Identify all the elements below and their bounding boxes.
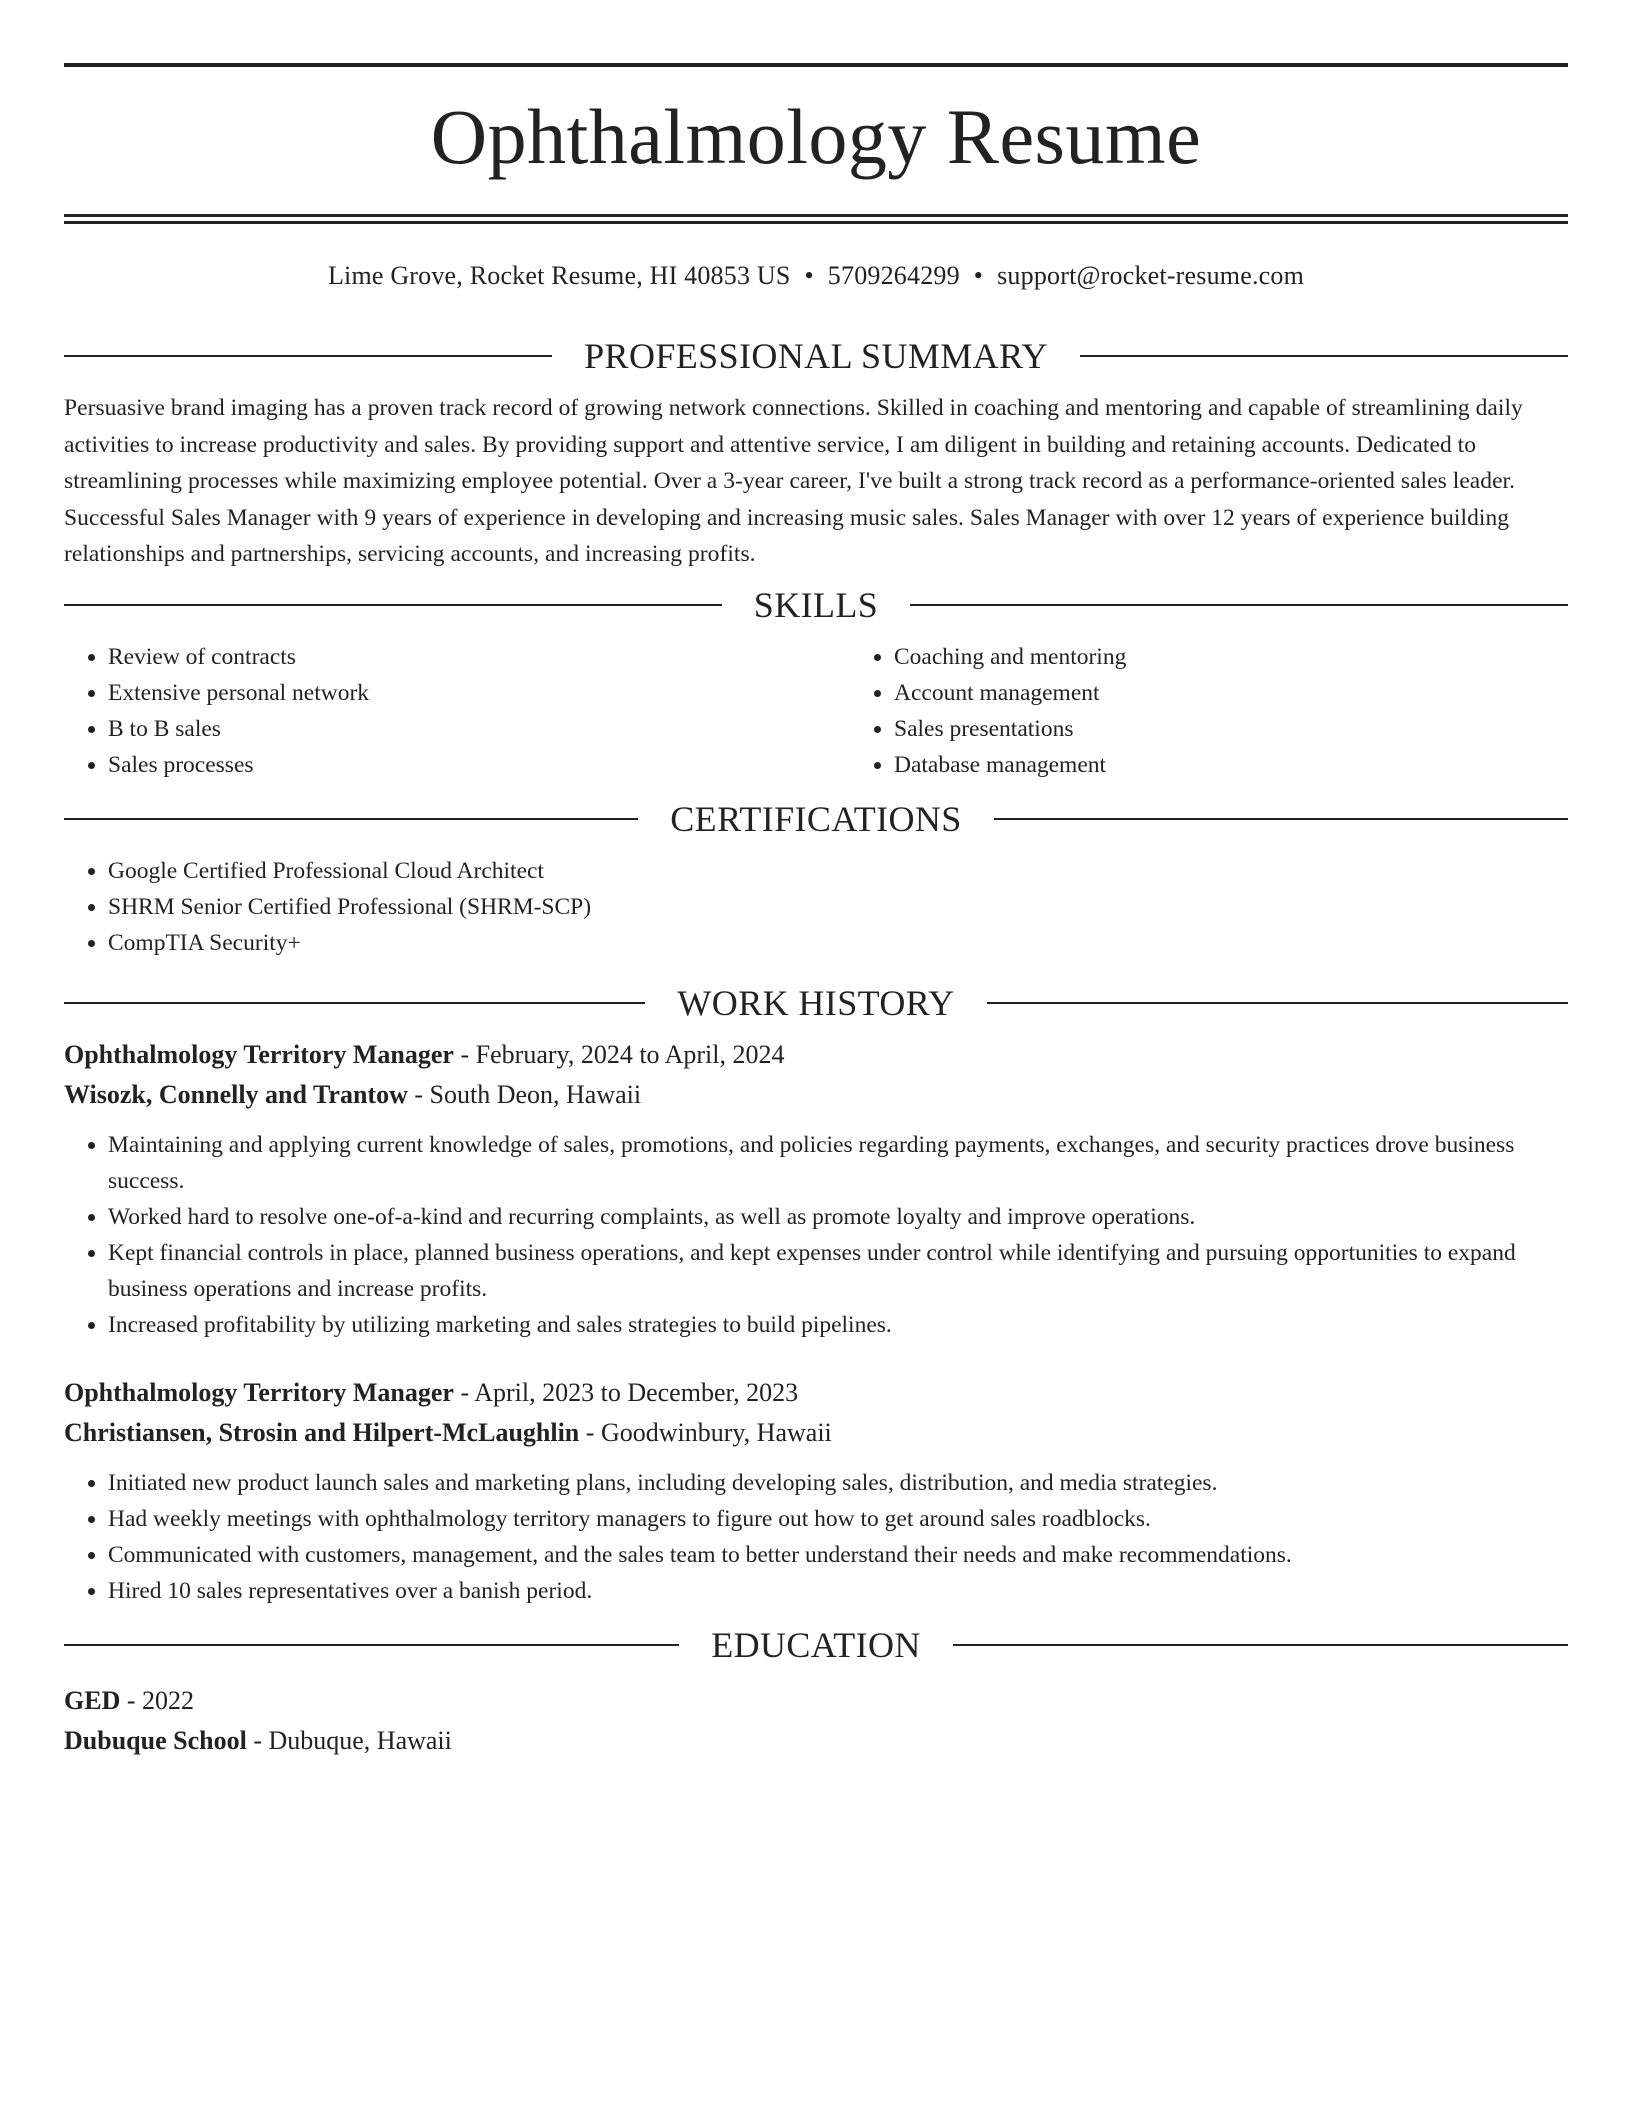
list-item: • Maintaining and applying current knowledge of sales, promotions, and policies regarding payments, exchanges, and security practices drove business success. <box>108 1127 1568 1199</box>
skills-grid <box>64 639 1568 783</box>
list-item: • Account management <box>894 675 1632 711</box>
list-item: • Extensive personal network <box>108 675 850 711</box>
list-item: • Initiated new product launch sales and marketing plans, including developing sales, distribution, and media strategies. <box>108 1465 1568 1501</box>
skills-list-left <box>64 639 850 783</box>
list-item: • Review of contracts <box>108 639 850 675</box>
education-school-line: Dubuque School - Dubuque, Hawaii <box>64 1725 452 1755</box>
heading-rule-right <box>910 604 1568 606</box>
heading-rule-right <box>1080 355 1568 357</box>
job-bullets <box>64 1465 1568 1609</box>
skills-list-right <box>850 639 1632 783</box>
list-item: • CompTIA Security+ <box>108 925 1568 961</box>
certifications-section-heading <box>64 797 1568 841</box>
job-location: South Deon, Hawaii <box>429 1079 642 1109</box>
education-section-heading <box>64 1623 1568 1667</box>
heading-rule-left <box>64 1002 645 1004</box>
contact-separator: • <box>804 261 814 290</box>
contact-line <box>64 258 1568 294</box>
job-title-line: Ophthalmology Territory Manager - April, 2023 to December, 2023 <box>64 1377 799 1407</box>
job-entry <box>64 1035 1568 1343</box>
skills-section-heading <box>64 583 1568 627</box>
list-item: • SHRM Senior Certified Professional (SHRM-SCP) <box>108 889 1568 925</box>
top-rule <box>64 63 1568 67</box>
heading-rule-left <box>64 818 638 820</box>
list-item: • Coaching and mentoring <box>894 639 1632 675</box>
education-degree-line: GED - 2022 <box>64 1685 195 1715</box>
summary-heading-label: PROFESSIONAL SUMMARY <box>584 336 1048 376</box>
certifications-heading-label: CERTIFICATIONS <box>670 798 962 839</box>
heading-rule-right <box>987 1002 1568 1004</box>
list-item: • B to B sales <box>108 711 850 747</box>
contact-phone: 5709264299 <box>827 261 960 290</box>
education-entry <box>64 1681 1568 1761</box>
certifications-list <box>64 853 1568 961</box>
heading-rule-right <box>953 1644 1568 1646</box>
summary-section-heading <box>64 334 1568 378</box>
job-title-line: Ophthalmology Territory Manager - February, 2024 to April, 2024 <box>64 1039 785 1069</box>
job-entry <box>64 1373 1568 1609</box>
education-year: 2022 <box>142 1685 195 1715</box>
heading-rule-left <box>64 355 552 357</box>
contact-email: support@rocket-resume.com <box>997 261 1305 290</box>
page-title: Ophthalmology Resume <box>430 93 1202 180</box>
list-item: • Had weekly meetings with ophthalmology territory managers to figure out how to get around sales roadblocks. <box>108 1501 1568 1537</box>
contact-address: Lime Grove, Rocket Resume, HI 40853 US <box>327 261 791 290</box>
heading-rule-left <box>64 604 722 606</box>
job-title: Ophthalmology Territory Manager <box>64 1039 454 1069</box>
job-dates: April, 2023 to December, 2023 <box>474 1377 799 1407</box>
education-heading-label: EDUCATION <box>711 1624 921 1665</box>
job-company-line: Christiansen, Strosin and Hilpert-McLaughlin - Goodwinbury, Hawaii <box>64 1417 832 1447</box>
list-item: • Increased profitability by utilizing marketing and sales strategies to build pipelines. <box>108 1307 1568 1343</box>
heading-rule-right <box>994 818 1568 820</box>
job-company: Wisozk, Connelly and Trantow <box>64 1079 408 1109</box>
contact-separator: • <box>973 261 984 290</box>
list-item: • Worked hard to resolve one-of-a-kind and recurring complaints, as well as promote loyalty and improve operations. <box>108 1199 1568 1235</box>
job-company: Christiansen, Strosin and Hilpert-McLaughlin <box>64 1417 580 1447</box>
summary-text: Persuasive brand imaging has a proven track record of growing network connections. Skilled in coaching and mentoring and capable of streamlining daily activities to increase productivity and sales. By providing support and attentive service, I am diligent in building and retaining accounts. Dedicated to streamlining processes while maximizing employee potential. Over a 3-year career, I've built a strong track record as a performance-oriented sales leader. Successful Sales Manager with 9 years of experience in developing and increasing music sales. Sales Manager with over 12 years of experience building relationships and partnerships, servicing accounts, and increasing profits. <box>64 395 1523 567</box>
list-item: • Kept financial controls in place, planned business operations, and kept expenses under control while identifying and pursuing opportunities to expand business operations and increase profits. <box>108 1235 1568 1307</box>
list-item: • Google Certified Professional Cloud Architect <box>108 853 1568 889</box>
skills-heading-label: SKILLS <box>753 584 879 625</box>
list-item: • Communicated with customers, management, and the sales team to better understand their needs and make recommendations. <box>108 1537 1568 1573</box>
job-location: Goodwinbury, Hawaii <box>600 1417 832 1447</box>
list-item: • Database management <box>894 747 1632 783</box>
title-double-rule <box>64 214 1568 224</box>
list-item: • Sales processes <box>108 747 850 783</box>
job-bullets <box>64 1127 1568 1343</box>
job-dates: February, 2024 to April, 2024 <box>475 1039 785 1069</box>
work-heading-label: WORK HISTORY <box>677 982 955 1023</box>
job-company-line: Wisozk, Connelly and Trantow - South Deon, Hawaii <box>64 1079 642 1109</box>
education-location: Dubuque, Hawaii <box>268 1725 452 1755</box>
education-degree: GED <box>64 1685 121 1715</box>
list-item: • Sales presentations <box>894 711 1632 747</box>
list-item: • Hired 10 sales representatives over a banish period. <box>108 1573 1568 1609</box>
heading-rule-left <box>64 1644 679 1646</box>
education-school: Dubuque School <box>64 1725 247 1755</box>
work-section-heading <box>64 981 1568 1025</box>
job-title: Ophthalmology Territory Manager <box>64 1377 454 1407</box>
